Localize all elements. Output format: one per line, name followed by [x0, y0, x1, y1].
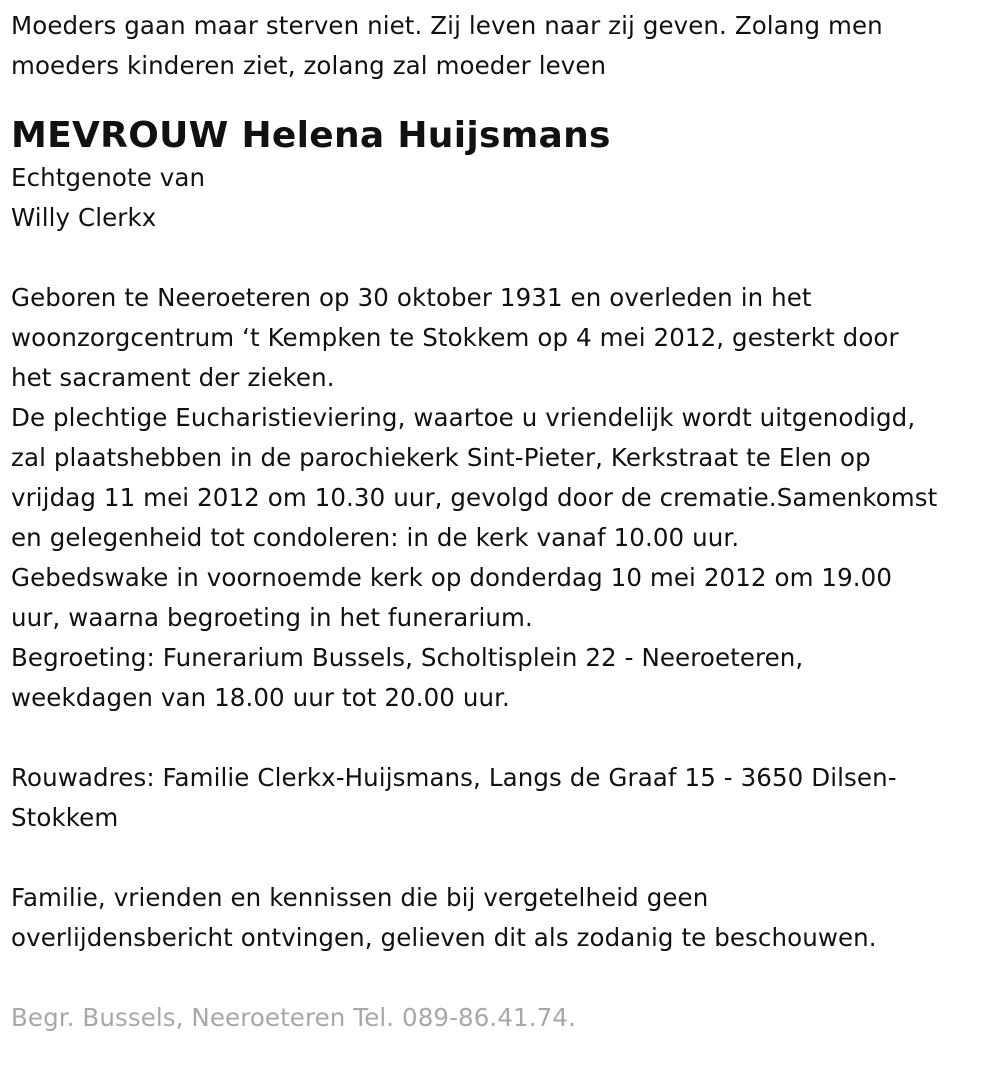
notice-text: [11, 878, 990, 958]
announcement-line: zal plaatshebben in de parochiekerk Sint-Pieter, Kerkstraat te Elen op: [11, 443, 871, 472]
address-line: Rouwadres: Familie Clerkx-Huijsmans, Langs de Graaf 15 - 3650 Dilsen-: [11, 763, 897, 792]
announcement-line: Gebedswake in voornoemde kerk op donderdag 10 mei 2012 om 19.00: [11, 563, 893, 592]
address-line: Stokkem: [11, 803, 119, 832]
announcement-line: woonzorgcentrum ‘t Kempken te Stokkem op 4 mei 2012, gesterkt door: [11, 323, 899, 352]
announcement-line: uur, waarna begroeting in het funerarium.: [11, 603, 533, 632]
relation-label: Echtgenote van: [11, 163, 206, 192]
spouse-name: Willy Clerkx: [11, 203, 157, 232]
announcement-text: [11, 278, 990, 718]
spouse-info: [11, 158, 990, 238]
funeral-home-footer: [11, 998, 990, 1038]
deceased-name: MEVROUW Helena Huijsmans: [11, 115, 611, 156]
motto-line: moeders kinderen ziet, zolang zal moeder leven: [11, 51, 607, 80]
footer-text: Begr. Bussels, Neeroeteren Tel. 089-86.41.74.: [11, 1003, 576, 1032]
notice-line: Familie, vrienden en kennissen die bij vergetelheid geen: [11, 883, 709, 912]
notice-line: overlijdensbericht ontvingen, gelieven dit als zodanig te beschouwen.: [11, 923, 877, 952]
announcement-line: en gelegenheid tot condoleren: in de kerk vanaf 10.00 uur.: [11, 523, 740, 552]
mourning-address: [11, 758, 990, 838]
announcement-line: Begroeting: Funerarium Bussels, Scholtisplein 22 - Neeroeteren,: [11, 643, 804, 672]
announcement-line: het sacrament der zieken.: [11, 363, 335, 392]
announcement-line: De plechtige Eucharistieviering, waartoe u vriendelijk wordt uitgenodigd,: [11, 403, 916, 432]
motto-line: Moeders gaan maar sterven niet. Zij leven naar zij geven. Zolang men: [11, 11, 883, 40]
motto-poem: [11, 6, 990, 86]
announcement-line: vrijdag 11 mei 2012 om 10.30 uur, gevolgd door de crematie.Samenkomst: [11, 483, 938, 512]
announcement-line: Geboren te Neeroeteren op 30 oktober 1931 en overleden in het: [11, 283, 812, 312]
announcement-line: weekdagen van 18.00 uur tot 20.00 uur.: [11, 683, 510, 712]
